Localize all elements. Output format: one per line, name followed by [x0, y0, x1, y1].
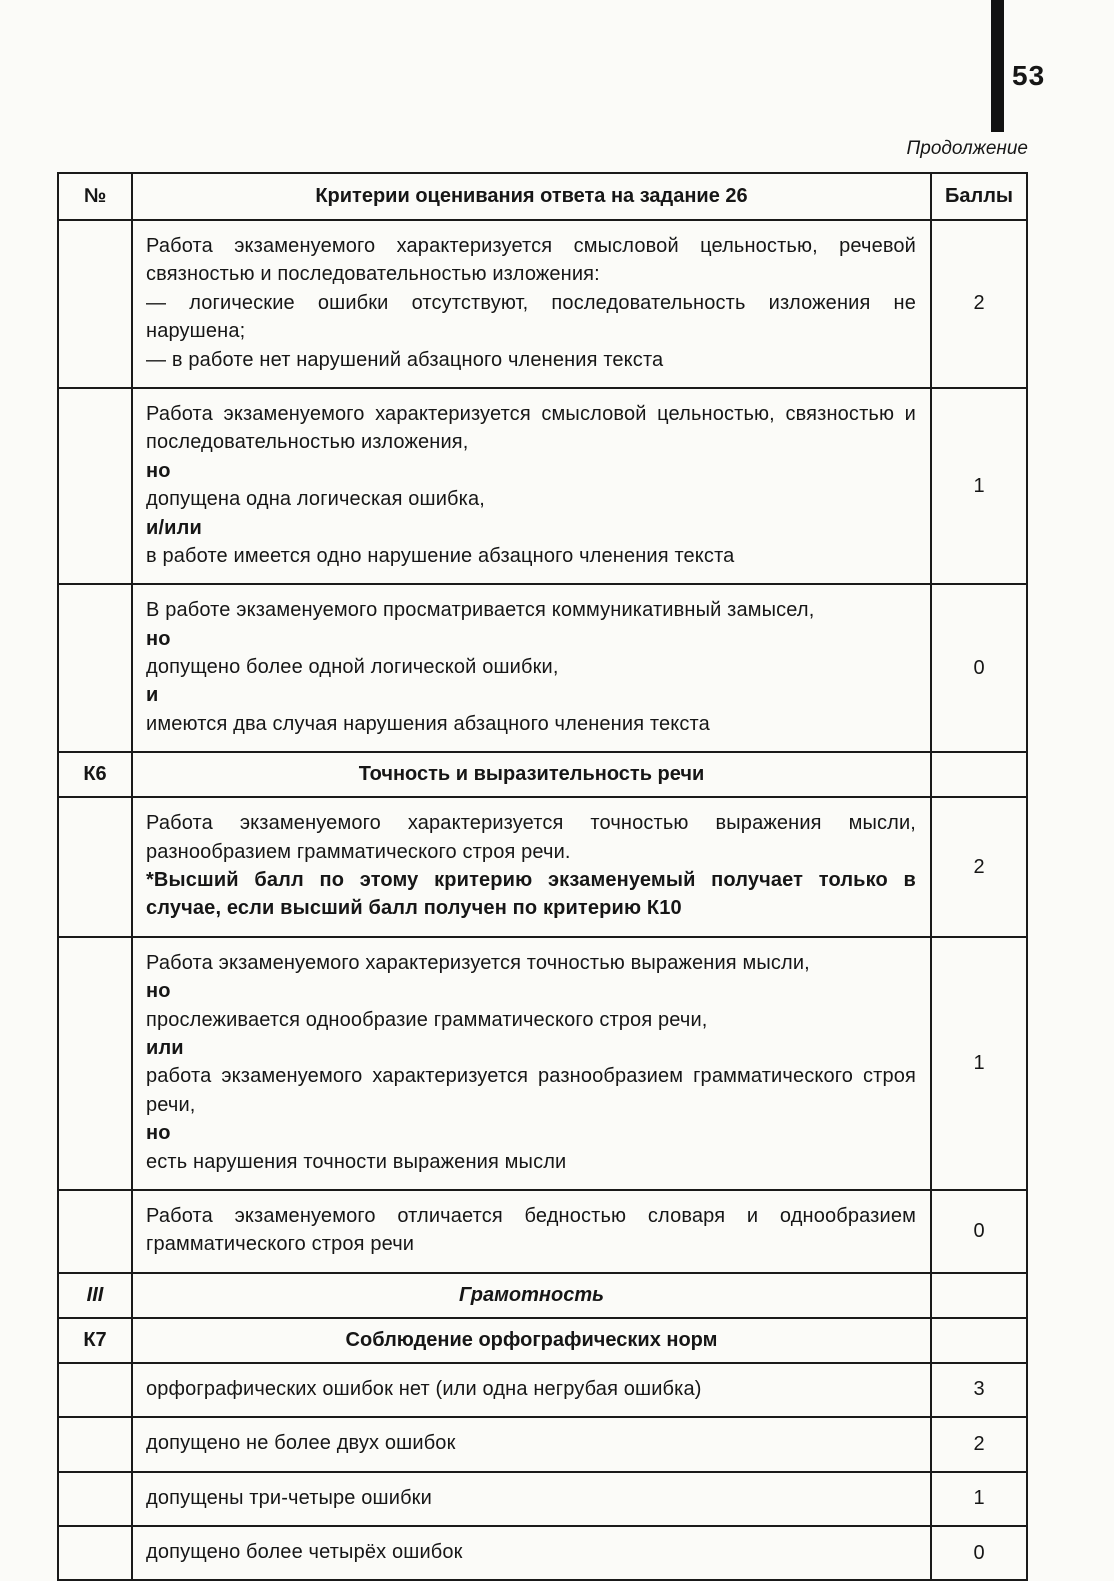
criteria-line: — в работе нет нарушений абзацного членения текста [146, 348, 664, 371]
corner-bar [991, 0, 1004, 132]
section-row [58, 752, 1027, 797]
criteria-line: — логические ошибки отсутствуют, последовательность изложения не нарушена; [146, 291, 916, 343]
row-number-cell [58, 1190, 132, 1273]
page-number: 53 [1012, 60, 1046, 91]
section-row [58, 1273, 1027, 1318]
score-cell [931, 752, 1027, 797]
criteria-line: есть нарушения точности выражения мысли [146, 1150, 567, 1173]
criteria-cell [132, 1417, 931, 1471]
section-title-cell: Соблюдение орфографических норм [132, 1318, 931, 1363]
row-number-cell [58, 584, 132, 752]
criteria-line: орфографических ошибок нет (или одна негрубая ошибка) [146, 1377, 702, 1400]
score-cell: 0 [931, 584, 1027, 752]
criteria-line: В работе экзаменуемого просматривается коммуникативный замысел, [146, 599, 815, 622]
criteria-row [58, 584, 1027, 752]
criteria-row [58, 1190, 1027, 1273]
criteria-line: Работа экзаменуемого отличается бедностью словаря и однообразием грамматического строя речи [146, 1204, 916, 1256]
section-row [58, 1318, 1027, 1363]
criteria-cell [132, 1190, 931, 1273]
criteria-table-body [58, 220, 1027, 1580]
criteria-row [58, 388, 1027, 584]
row-number-cell: К6 [58, 752, 132, 797]
score-cell: 2 [931, 797, 1027, 937]
criteria-cell [132, 937, 931, 1190]
header-score: Баллы [931, 173, 1027, 220]
header-num: № [58, 173, 132, 220]
criteria-row [58, 1363, 1027, 1417]
criteria-line: но [146, 980, 171, 1003]
criteria-row [58, 220, 1027, 388]
score-cell: 0 [931, 1526, 1027, 1580]
row-number-cell [58, 220, 132, 388]
section-title-cell: Точность и выразительность речи [132, 752, 931, 797]
score-cell [931, 1318, 1027, 1363]
row-number-cell [58, 937, 132, 1190]
criteria-table [57, 172, 1028, 1581]
criteria-cell [132, 220, 931, 388]
criteria-line: но [146, 459, 171, 482]
criteria-row [58, 1472, 1027, 1526]
score-cell: 1 [931, 1472, 1027, 1526]
score-cell [931, 1273, 1027, 1318]
criteria-cell [132, 797, 931, 937]
criteria-row [58, 937, 1027, 1190]
criteria-line: в работе имеется одно нарушение абзацного членения текста [146, 544, 735, 567]
criteria-line: Работа экзаменуемого характеризуется смысловой цельностью, связностью и последовательностью изложения, [146, 402, 916, 454]
criteria-cell [132, 1363, 931, 1417]
criteria-cell [132, 1526, 931, 1580]
criteria-line: *Высший балл по этому критерию экзаменуемый получает только в случае, если высший балл получен по критерию К10 [146, 869, 916, 920]
criteria-line: или [146, 1036, 184, 1059]
criteria-line: но [146, 627, 171, 650]
criteria-row [58, 1526, 1027, 1580]
score-cell: 2 [931, 1417, 1027, 1471]
row-number-cell: III [58, 1273, 132, 1318]
score-cell: 3 [931, 1363, 1027, 1417]
criteria-line: допущено более одной логической ошибки, [146, 656, 559, 679]
criteria-line: допущено не более двух ошибок [146, 1432, 456, 1455]
criteria-line: и/или [146, 516, 202, 539]
criteria-line: Работа экзаменуемого характеризуется точностью выражения мысли, [146, 951, 810, 974]
row-number-cell: К7 [58, 1318, 132, 1363]
table-header-row [58, 173, 1027, 220]
criteria-line: имеются два случая нарушения абзацного членения текста [146, 712, 710, 735]
criteria-cell [132, 388, 931, 584]
criteria-line: допущены три-четыре ошибки [146, 1486, 432, 1509]
criteria-line: прослеживается однообразие грамматического строя речи, [146, 1008, 708, 1031]
row-number-cell [58, 797, 132, 937]
row-number-cell [58, 1472, 132, 1526]
criteria-cell [132, 584, 931, 752]
score-cell: 1 [931, 388, 1027, 584]
criteria-line: Работа экзаменуемого характеризуется точностью выражения мысли, разнообразием грамматического строя речи. [146, 812, 916, 863]
score-cell: 2 [931, 220, 1027, 388]
criteria-line: допущено более четырёх ошибок [146, 1540, 463, 1563]
criteria-cell [132, 1472, 931, 1526]
section-title-cell: Грамотность [132, 1273, 931, 1318]
row-number-cell [58, 1363, 132, 1417]
score-cell: 1 [931, 937, 1027, 1190]
row-number-cell [58, 1417, 132, 1471]
criteria-line: Работа экзаменуемого характеризуется смысловой цельностью, речевой связностью и последовательностью изложения: [146, 235, 916, 286]
criteria-line: и [146, 684, 159, 707]
header-criteria: Критерии оценивания ответа на задание 26 [132, 173, 931, 220]
row-number-cell [58, 388, 132, 584]
continuation-label: Продолжение [906, 138, 1028, 159]
criteria-line: но [146, 1122, 171, 1145]
score-cell: 0 [931, 1190, 1027, 1273]
criteria-row [58, 797, 1027, 937]
row-number-cell [58, 1526, 132, 1580]
criteria-line: работа экзаменуемого характеризуется разнообразием грамматического строя речи, [146, 1065, 916, 1116]
criteria-line: допущена одна логическая ошибка, [146, 488, 485, 511]
criteria-row [58, 1417, 1027, 1471]
